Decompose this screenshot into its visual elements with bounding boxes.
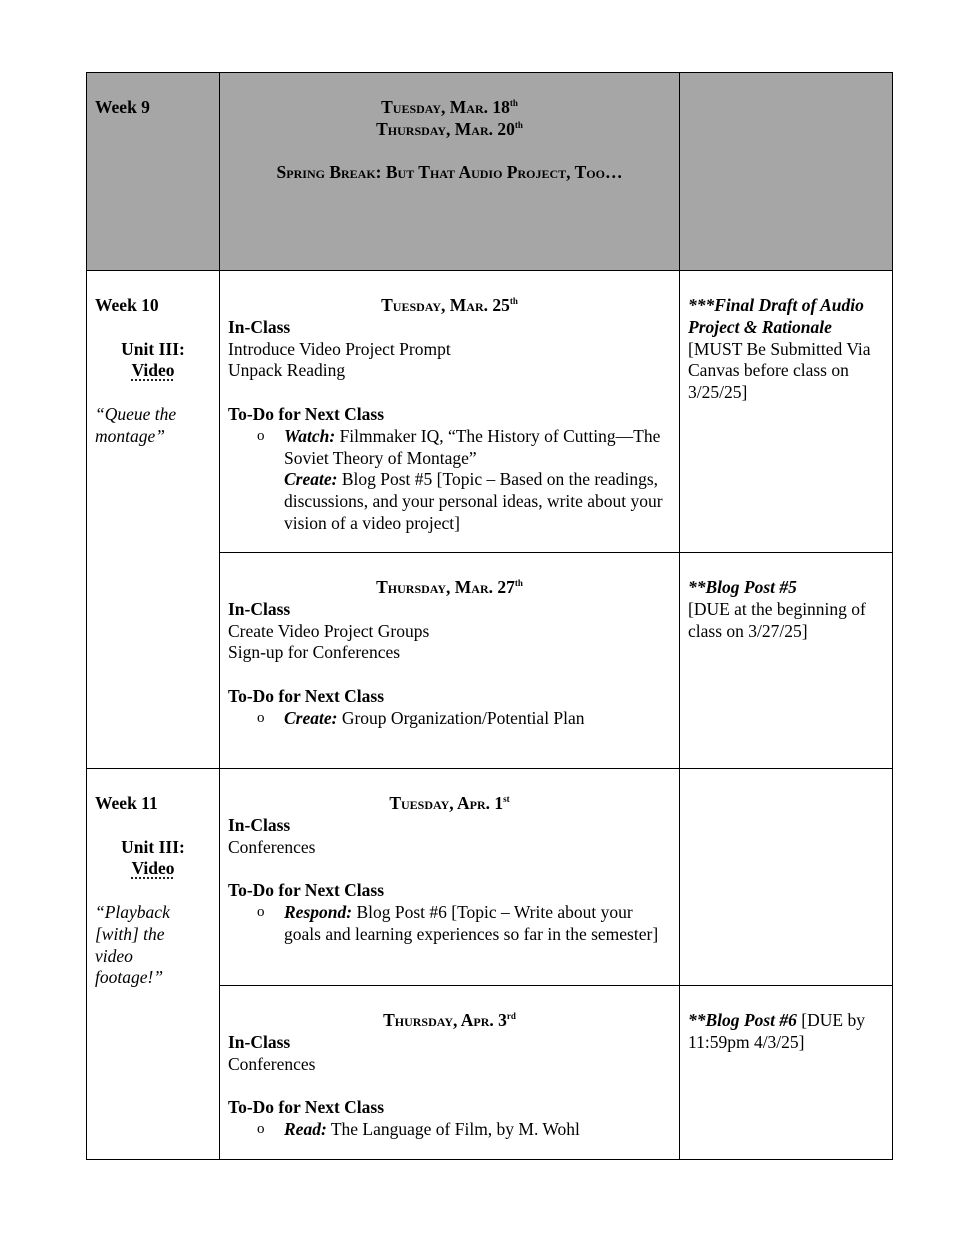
spring-break-banner: Spring Break: But That Audio Project, Too…	[276, 162, 623, 183]
session-date: Tuesday, Mar. 18th	[381, 97, 518, 117]
session-date: Tuesday, Mar. 25th	[381, 295, 518, 315]
inclass-item: Conferences	[228, 1053, 316, 1074]
week11-label-cell	[87, 769, 220, 1160]
week9-row	[87, 73, 893, 271]
bullet-icon: o	[257, 1120, 265, 1137]
inclass-item: Sign-up for Conferences	[228, 642, 401, 663]
due-label: ***Final Draft of Audio Project & Rationale	[688, 295, 864, 337]
week-label: Week 10	[95, 295, 159, 315]
inclass-item: Create Video Project Groups	[228, 620, 430, 641]
week9-due-cell	[680, 73, 893, 271]
week11-tue-cell	[220, 769, 680, 986]
inclass-item: Introduce Video Project Prompt	[228, 338, 451, 359]
todo-heading: To-Do for Next Class	[228, 685, 385, 706]
unit-name: Video	[131, 360, 175, 381]
todo-item: o Respond: Blog Post #6 [Topic – Write about your goals and learning experiences so far in the semester]	[257, 901, 659, 944]
unit-quote: “Playback [with] the video footage!”	[95, 901, 170, 988]
due-text: [DUE by 11:59pm 4/3/25]	[688, 1010, 865, 1052]
inclass-heading: In-Class	[228, 316, 291, 337]
week11-thu-due-cell	[680, 986, 893, 1160]
inclass-heading: In-Class	[228, 814, 291, 835]
todo-heading: To-Do for Next Class	[228, 880, 385, 901]
session-date: Thursday, Mar. 27th	[376, 577, 523, 597]
week-label: Week 9	[95, 97, 150, 117]
bullet-icon: o	[257, 427, 265, 444]
session-date: Tuesday, Apr. 1st	[389, 793, 510, 813]
todo-item: o Read: The Language of Film, by M. Wohl	[257, 1118, 580, 1139]
inclass-item: Conferences	[228, 836, 316, 857]
todo-item: o Create: Group Organization/Potential Plan	[257, 707, 585, 728]
week10-tue-due-cell	[680, 271, 893, 553]
week10-label-cell	[87, 271, 220, 769]
schedule-table	[86, 72, 893, 1160]
todo-list	[228, 1119, 671, 1141]
unit-name: Video	[131, 858, 175, 879]
todo-heading: To-Do for Next Class	[228, 403, 385, 424]
due-text: [MUST Be Submitted Via Canvas before class on 3/25/25]	[688, 338, 871, 403]
week-label: Week 11	[95, 793, 158, 813]
unit-quote: “Queue the montage”	[95, 403, 177, 446]
todo-list	[228, 902, 671, 946]
week10-thu-due-cell	[680, 553, 893, 769]
due-text: [DUE at the beginning of class on 3/27/25]	[688, 598, 866, 641]
session-date: Thursday, Apr. 3rd	[383, 1010, 516, 1030]
inclass-heading: In-Class	[228, 598, 291, 619]
week10-tue-cell	[220, 271, 680, 553]
due-label: **Blog Post #5	[688, 577, 797, 597]
inclass-heading: In-Class	[228, 1031, 291, 1052]
due-label: **Blog Post #6	[688, 1010, 797, 1030]
todo-list	[228, 426, 671, 535]
todo-list	[228, 708, 671, 730]
week9-dates-cell	[220, 73, 680, 271]
session-date: Thursday, Mar. 20th	[376, 118, 523, 139]
week10-thu-cell	[220, 553, 680, 769]
bullet-icon: o	[257, 903, 265, 920]
unit-label: Unit III:	[121, 338, 185, 359]
todo-heading: To-Do for Next Class	[228, 1097, 385, 1118]
unit-label: Unit III:	[121, 836, 185, 857]
week9-label-cell	[87, 73, 220, 271]
week10-tue-row	[87, 271, 893, 553]
week11-tue-row	[87, 769, 893, 986]
bullet-icon: o	[257, 709, 265, 726]
week11-thu-cell	[220, 986, 680, 1160]
week11-tue-due-cell	[680, 769, 893, 986]
inclass-item: Unpack Reading	[228, 360, 346, 381]
todo-item: o Watch: Filmmaker IQ, “The History of Cutting—The Soviet Theory of Montage” Create: Blog Post #5 [Topic – Based on the readings, discussions, and your personal ideas, write about your vision of a video project]	[257, 425, 663, 533]
